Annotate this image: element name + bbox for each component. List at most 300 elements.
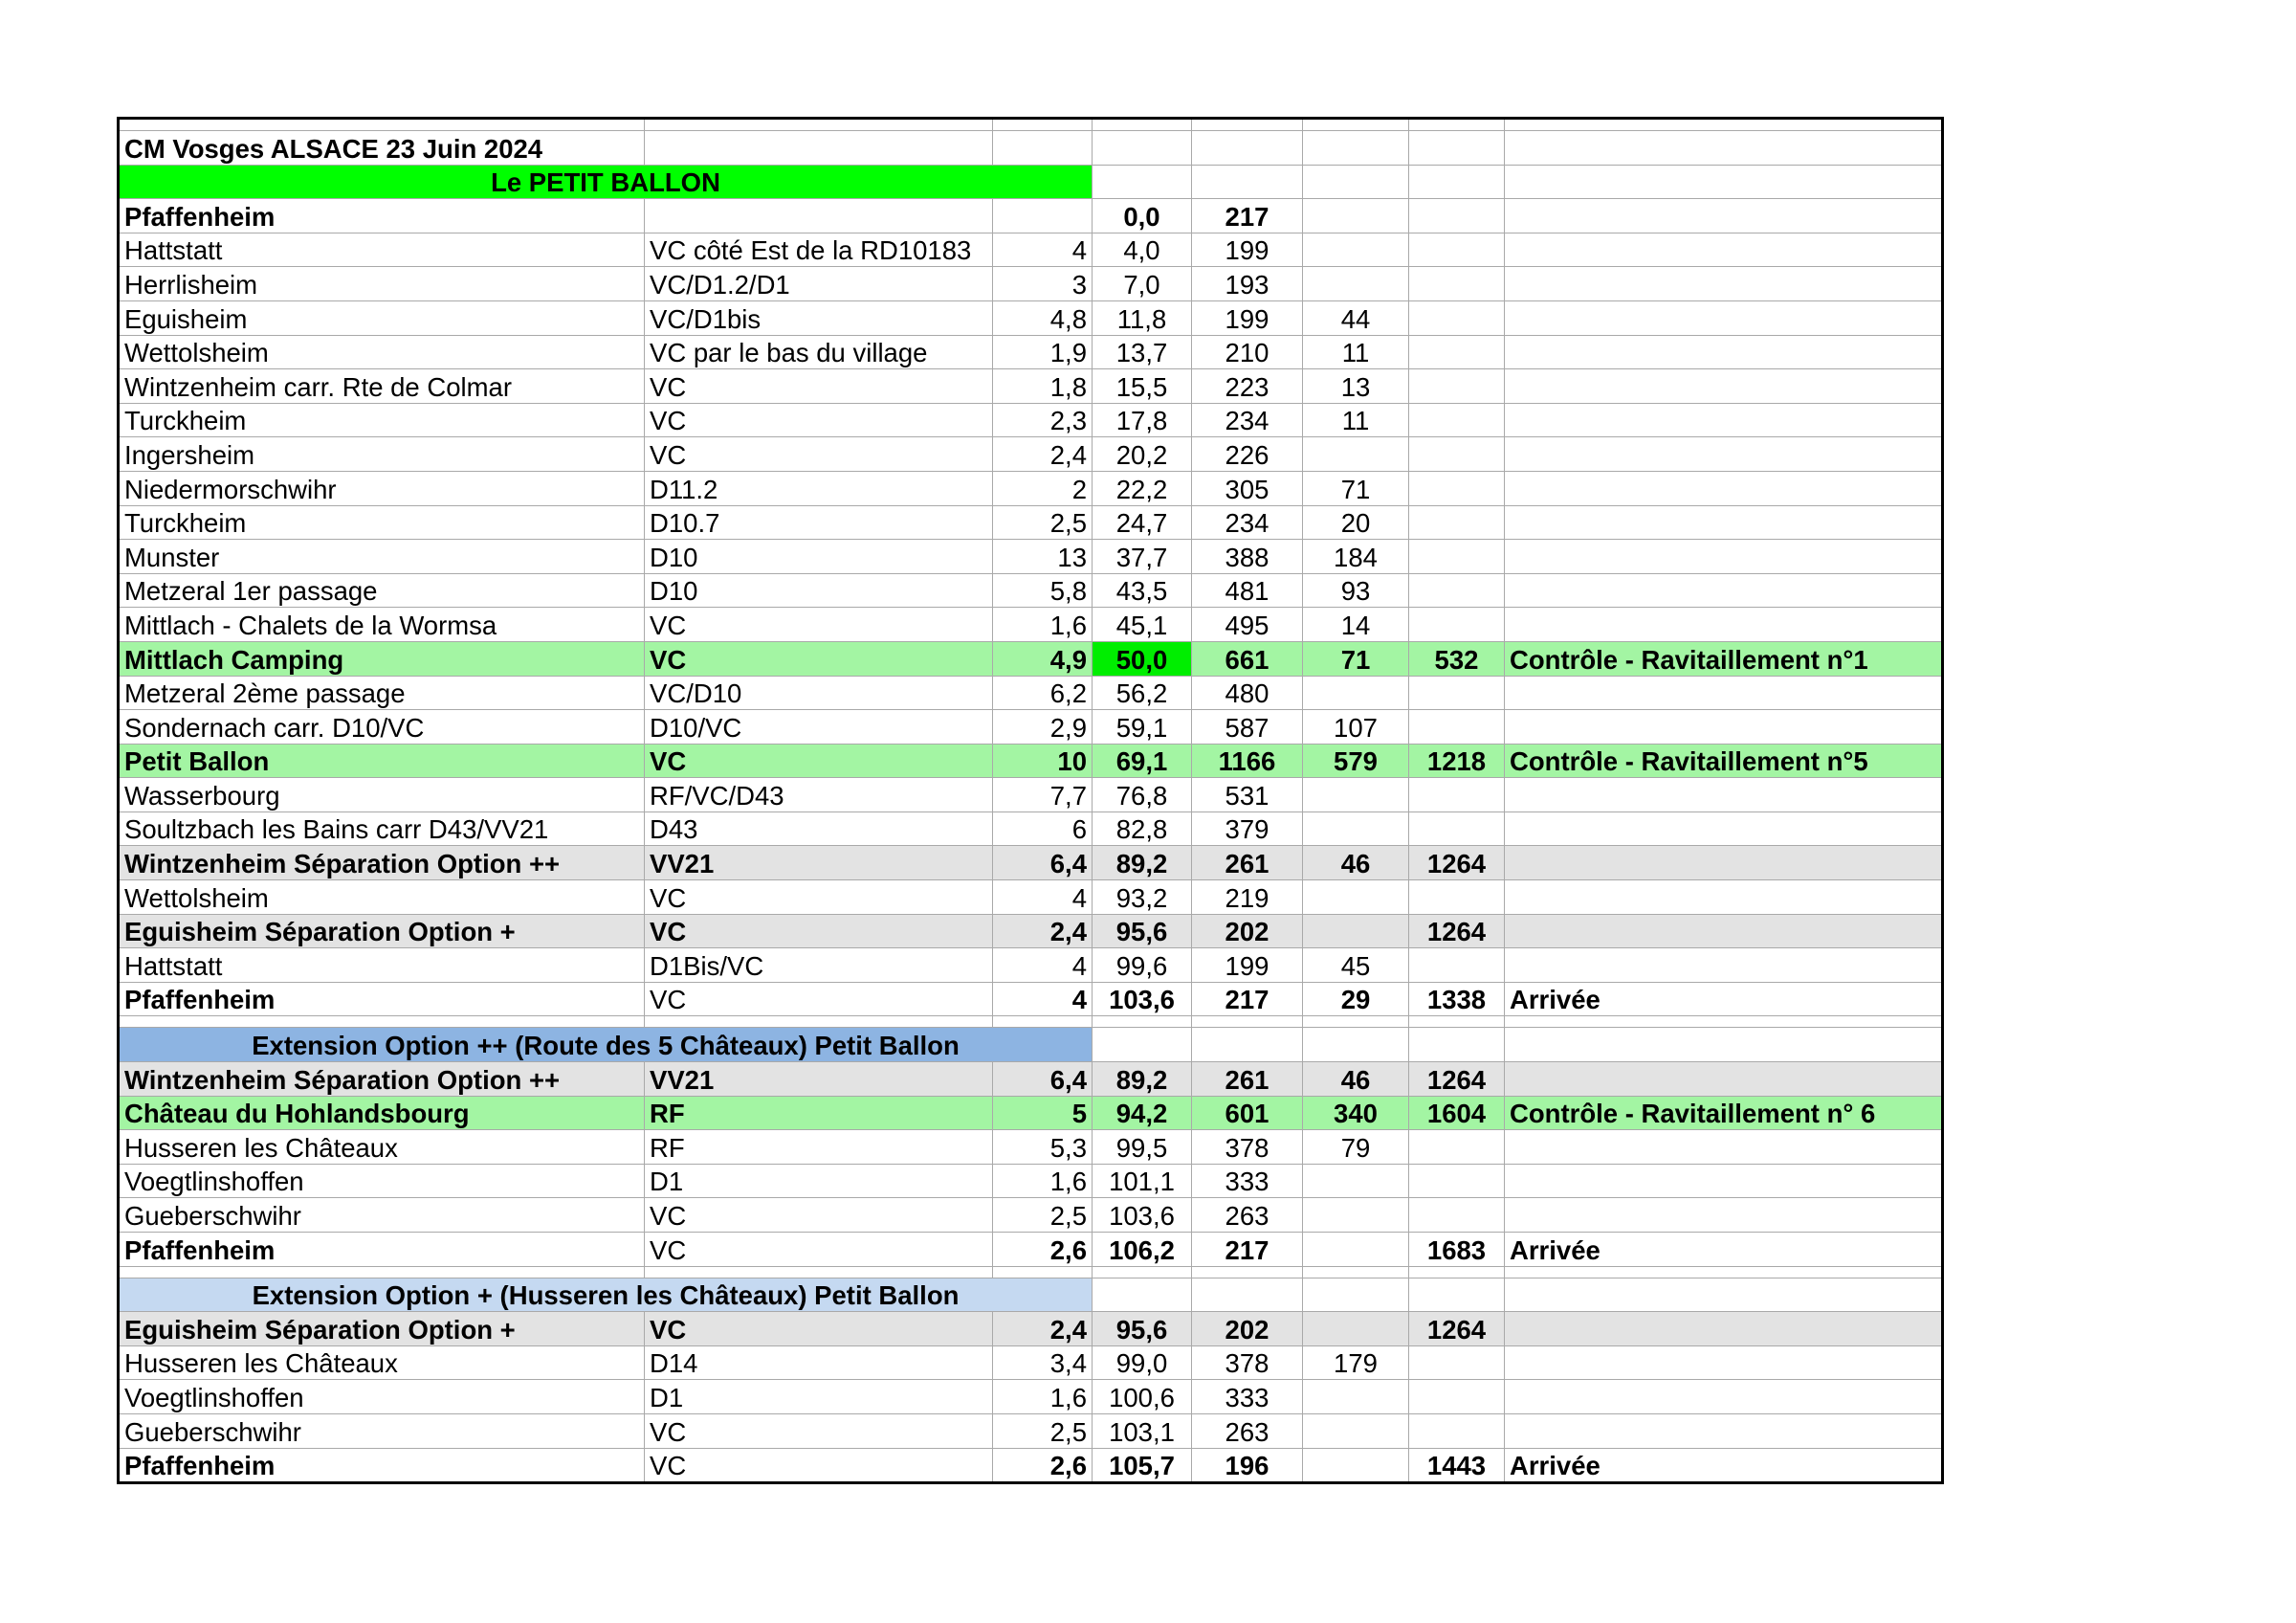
empty-cell — [1093, 1278, 1192, 1312]
note-cell: Contrôle - Ravitaillement n°1 — [1505, 641, 1943, 676]
place-cell: Turckheim — [119, 505, 645, 540]
climb-cell: 46 — [1303, 1062, 1409, 1097]
altitude-cell: 223 — [1192, 369, 1303, 404]
distance-cell: 2,6 — [993, 1233, 1093, 1267]
cumulative-distance-cell: 4,0 — [1093, 233, 1192, 267]
altitude-cell: 234 — [1192, 403, 1303, 437]
altitude-cell: 219 — [1192, 880, 1303, 915]
altitude-cell: 199 — [1192, 948, 1303, 983]
place-cell: Wasserbourg — [119, 778, 645, 812]
cumulative-distance-cell: 103,6 — [1093, 1198, 1192, 1233]
place-cell: Metzeral 1er passage — [119, 573, 645, 608]
section-header-row — [119, 1028, 1943, 1062]
note-cell — [1505, 846, 1943, 880]
spacer-cell — [1409, 1266, 1505, 1278]
note-cell — [1505, 1345, 1943, 1380]
cumulative-distance-cell: 94,2 — [1093, 1096, 1192, 1130]
cumulative-distance-cell: 105,7 — [1093, 1448, 1192, 1483]
climb-cell — [1303, 267, 1409, 301]
total-climb-cell: 1443 — [1409, 1448, 1505, 1483]
note-cell — [1505, 812, 1943, 846]
cumulative-distance-cell: 22,2 — [1093, 471, 1192, 505]
distance-cell: 6 — [993, 812, 1093, 846]
table-row — [119, 676, 1943, 710]
spacer-cell — [1409, 1016, 1505, 1028]
road-cell: VC — [645, 982, 993, 1016]
distance-cell: 4 — [993, 233, 1093, 267]
note-cell: Contrôle - Ravitaillement n°5 — [1505, 744, 1943, 778]
altitude-cell: 1166 — [1192, 744, 1303, 778]
road-cell: D43 — [645, 812, 993, 846]
table-row — [119, 608, 1943, 642]
altitude-cell: 217 — [1192, 1233, 1303, 1267]
road-cell: VC — [645, 1413, 993, 1448]
climb-cell: 184 — [1303, 540, 1409, 574]
distance-cell — [993, 199, 1093, 233]
road-cell: D1 — [645, 1164, 993, 1198]
road-cell: VC — [645, 744, 993, 778]
section-spacer-row — [119, 1016, 1943, 1028]
note-cell — [1505, 1312, 1943, 1346]
distance-cell: 6,4 — [993, 846, 1093, 880]
total-climb-cell — [1409, 948, 1505, 983]
table-row — [119, 1164, 1943, 1198]
climb-cell — [1303, 914, 1409, 948]
cumulative-distance-cell: 101,1 — [1093, 1164, 1192, 1198]
cumulative-distance-cell: 93,2 — [1093, 880, 1192, 915]
altitude-cell: 217 — [1192, 982, 1303, 1016]
distance-cell: 2,5 — [993, 505, 1093, 540]
road-cell: VC — [645, 403, 993, 437]
place-cell: Husseren les Châteaux — [119, 1345, 645, 1380]
spacer-cell — [1192, 1266, 1303, 1278]
cumulative-distance-cell: 37,7 — [1093, 540, 1192, 574]
distance-cell: 2,4 — [993, 1312, 1093, 1346]
road-cell: D10/VC — [645, 710, 993, 745]
place-cell: Voegtlinshoffen — [119, 1164, 645, 1198]
empty-cell — [1409, 1028, 1505, 1062]
altitude-cell: 388 — [1192, 540, 1303, 574]
table-row — [119, 471, 1943, 505]
note-cell — [1505, 676, 1943, 710]
cumulative-distance-cell: 95,6 — [1093, 1312, 1192, 1346]
total-climb-cell — [1409, 1164, 1505, 1198]
road-cell: VC — [645, 369, 993, 404]
altitude-cell: 202 — [1192, 914, 1303, 948]
place-cell: Ingersheim — [119, 437, 645, 472]
altitude-cell: 234 — [1192, 505, 1303, 540]
road-cell: D10 — [645, 573, 993, 608]
empty-cell — [1505, 1028, 1943, 1062]
cumulative-distance-cell: 82,8 — [1093, 812, 1192, 846]
place-cell: Voegtlinshoffen — [119, 1380, 645, 1414]
distance-cell: 2,4 — [993, 437, 1093, 472]
table-row — [119, 1312, 1943, 1346]
spacer-cell — [1192, 1016, 1303, 1028]
road-cell: VC côté Est de la RD10183 — [645, 233, 993, 267]
table-row — [119, 233, 1943, 267]
altitude-cell: 601 — [1192, 1096, 1303, 1130]
road-cell: D11.2 — [645, 471, 993, 505]
table-row — [119, 369, 1943, 404]
cumulative-distance-cell: 0,0 — [1093, 199, 1192, 233]
table-row — [119, 1096, 1943, 1130]
place-cell: Mittlach Camping — [119, 641, 645, 676]
table-row — [119, 1380, 1943, 1414]
climb-cell: 45 — [1303, 948, 1409, 983]
road-cell: VC — [645, 1312, 993, 1346]
altitude-cell: 333 — [1192, 1164, 1303, 1198]
climb-cell — [1303, 1164, 1409, 1198]
distance-cell: 1,6 — [993, 1164, 1093, 1198]
altitude-cell: 261 — [1192, 846, 1303, 880]
distance-cell: 2 — [993, 471, 1093, 505]
note-cell — [1505, 1164, 1943, 1198]
road-cell: D14 — [645, 1345, 993, 1380]
altitude-cell: 263 — [1192, 1413, 1303, 1448]
place-cell: Hattstatt — [119, 233, 645, 267]
note-cell: Arrivée — [1505, 982, 1943, 1016]
title-row — [119, 131, 1943, 166]
cumulative-distance-cell: 69,1 — [1093, 744, 1192, 778]
note-cell: Arrivée — [1505, 1233, 1943, 1267]
note-cell — [1505, 573, 1943, 608]
road-cell: VC — [645, 914, 993, 948]
note-cell — [1505, 948, 1943, 983]
total-climb-cell: 1218 — [1409, 744, 1505, 778]
empty-cell — [1409, 1278, 1505, 1312]
altitude-cell: 226 — [1192, 437, 1303, 472]
distance-cell: 4 — [993, 982, 1093, 1016]
climb-cell — [1303, 1380, 1409, 1414]
cumulative-distance-cell: 7,0 — [1093, 267, 1192, 301]
table-row — [119, 846, 1943, 880]
road-cell: VC — [645, 437, 993, 472]
climb-cell — [1303, 199, 1409, 233]
table-row — [119, 1198, 1943, 1233]
note-cell — [1505, 1380, 1943, 1414]
total-climb-cell — [1409, 199, 1505, 233]
note-cell — [1505, 300, 1943, 335]
note-cell — [1505, 199, 1943, 233]
place-cell: Eguisheim Séparation Option + — [119, 914, 645, 948]
distance-cell: 2,9 — [993, 710, 1093, 745]
climb-cell — [1303, 1413, 1409, 1448]
climb-cell: 44 — [1303, 300, 1409, 335]
climb-cell — [1303, 233, 1409, 267]
total-climb-cell — [1409, 573, 1505, 608]
place-cell: Pfaffenheim — [119, 199, 645, 233]
road-cell: VC par le bas du village — [645, 335, 993, 369]
total-climb-cell — [1409, 608, 1505, 642]
note-cell — [1505, 505, 1943, 540]
road-cell: D1Bis/VC — [645, 948, 993, 983]
road-cell: VC — [645, 1198, 993, 1233]
table-row — [119, 641, 1943, 676]
empty-cell — [1192, 165, 1303, 199]
top-spacer-row — [119, 119, 1943, 131]
roadbook-table — [117, 117, 1944, 1484]
spacer-cell — [993, 1016, 1093, 1028]
distance-cell: 4,8 — [993, 300, 1093, 335]
table-row — [119, 778, 1943, 812]
spacer-cell — [645, 1266, 993, 1278]
empty-cell — [1505, 1278, 1943, 1312]
section-spacer-row — [119, 1266, 1943, 1278]
distance-cell: 2,5 — [993, 1413, 1093, 1448]
total-climb-cell — [1409, 437, 1505, 472]
section-header-row — [119, 1278, 1943, 1312]
total-climb-cell: 1264 — [1409, 846, 1505, 880]
altitude-cell: 480 — [1192, 676, 1303, 710]
cumulative-distance-cell: 100,6 — [1093, 1380, 1192, 1414]
place-cell: Pfaffenheim — [119, 1233, 645, 1267]
distance-cell: 6,4 — [993, 1062, 1093, 1097]
total-climb-cell: 1264 — [1409, 1062, 1505, 1097]
altitude-cell: 481 — [1192, 573, 1303, 608]
place-cell: Niedermorschwihr — [119, 471, 645, 505]
distance-cell: 2,5 — [993, 1198, 1093, 1233]
altitude-cell: 196 — [1192, 1448, 1303, 1483]
climb-cell — [1303, 880, 1409, 915]
cumulative-distance-cell: 13,7 — [1093, 335, 1192, 369]
road-cell: VC — [645, 1233, 993, 1267]
altitude-cell: 199 — [1192, 233, 1303, 267]
table-row — [119, 982, 1943, 1016]
total-climb-cell: 1604 — [1409, 1096, 1505, 1130]
altitude-cell: 305 — [1192, 471, 1303, 505]
road-cell: VC — [645, 880, 993, 915]
place-cell: Château du Hohlandsbourg — [119, 1096, 645, 1130]
table-row — [119, 199, 1943, 233]
place-cell: Eguisheim Séparation Option + — [119, 1312, 645, 1346]
climb-cell — [1303, 1198, 1409, 1233]
empty-cell — [1192, 1028, 1303, 1062]
distance-cell: 2,3 — [993, 403, 1093, 437]
cumulative-distance-cell: 99,0 — [1093, 1345, 1192, 1380]
road-cell: RF — [645, 1130, 993, 1165]
place-cell: Wettolsheim — [119, 880, 645, 915]
table-row — [119, 267, 1943, 301]
climb-cell: 71 — [1303, 641, 1409, 676]
cumulative-distance-cell: 59,1 — [1093, 710, 1192, 745]
note-cell — [1505, 1130, 1943, 1165]
empty-cell — [1093, 165, 1192, 199]
table-row — [119, 710, 1943, 745]
cumulative-distance-cell: 99,6 — [1093, 948, 1192, 983]
cumulative-distance-cell: 43,5 — [1093, 573, 1192, 608]
road-cell: VC — [645, 1448, 993, 1483]
altitude-cell: 210 — [1192, 335, 1303, 369]
distance-cell: 5,3 — [993, 1130, 1093, 1165]
distance-cell: 1,9 — [993, 335, 1093, 369]
distance-cell: 2,6 — [993, 1448, 1093, 1483]
place-cell: Mittlach - Chalets de la Wormsa — [119, 608, 645, 642]
cumulative-distance-cell: 15,5 — [1093, 369, 1192, 404]
section-header: Extension Option ++ (Route des 5 Châteaux) Petit Ballon — [119, 1028, 1093, 1062]
climb-cell: 93 — [1303, 573, 1409, 608]
road-cell: VC — [645, 608, 993, 642]
note-cell — [1505, 335, 1943, 369]
table-row — [119, 505, 1943, 540]
empty-cell — [1093, 1028, 1192, 1062]
spacer-cell — [119, 1266, 645, 1278]
note-cell — [1505, 608, 1943, 642]
climb-cell — [1303, 676, 1409, 710]
total-climb-cell — [1409, 300, 1505, 335]
total-climb-cell — [1409, 676, 1505, 710]
distance-cell: 5,8 — [993, 573, 1093, 608]
climb-cell: 14 — [1303, 608, 1409, 642]
road-cell: VV21 — [645, 1062, 993, 1097]
table-row — [119, 1233, 1943, 1267]
place-cell: Wintzenheim Séparation Option ++ — [119, 846, 645, 880]
road-cell: VC/D1bis — [645, 300, 993, 335]
note-cell — [1505, 403, 1943, 437]
empty-cell — [1303, 165, 1409, 199]
table-row — [119, 1345, 1943, 1380]
road-cell: D10 — [645, 540, 993, 574]
distance-cell: 3,4 — [993, 1345, 1093, 1380]
total-climb-cell — [1409, 710, 1505, 745]
total-climb-cell — [1409, 233, 1505, 267]
table-row — [119, 540, 1943, 574]
climb-cell — [1303, 1233, 1409, 1267]
table-row — [119, 744, 1943, 778]
climb-cell: 29 — [1303, 982, 1409, 1016]
total-climb-cell — [1409, 778, 1505, 812]
spacer-cell — [1093, 1266, 1192, 1278]
road-cell: RF — [645, 1096, 993, 1130]
climb-cell: 107 — [1303, 710, 1409, 745]
total-climb-cell — [1409, 505, 1505, 540]
spacer-cell — [1505, 1016, 1943, 1028]
cumulative-distance-cell: 89,2 — [1093, 846, 1192, 880]
total-climb-cell — [1409, 880, 1505, 915]
road-cell: VC — [645, 641, 993, 676]
distance-cell: 4,9 — [993, 641, 1093, 676]
distance-cell: 4 — [993, 880, 1093, 915]
cumulative-distance-cell: 99,5 — [1093, 1130, 1192, 1165]
total-climb-cell: 1264 — [1409, 914, 1505, 948]
note-cell — [1505, 1062, 1943, 1097]
total-climb-cell: 1683 — [1409, 1233, 1505, 1267]
empty-cell — [1303, 1278, 1409, 1312]
total-climb-cell — [1409, 1380, 1505, 1414]
total-climb-cell — [1409, 1130, 1505, 1165]
distance-cell: 4 — [993, 948, 1093, 983]
section-header: Extension Option + (Husseren les Châteaux) Petit Ballon — [119, 1278, 1093, 1312]
distance-cell: 7,7 — [993, 778, 1093, 812]
climb-cell: 71 — [1303, 471, 1409, 505]
note-cell — [1505, 778, 1943, 812]
place-cell: Munster — [119, 540, 645, 574]
cumulative-distance-cell: 50,0 — [1093, 641, 1192, 676]
section-header-row — [119, 165, 1943, 199]
climb-cell — [1303, 1312, 1409, 1346]
place-cell: Gueberschwihr — [119, 1413, 645, 1448]
total-climb-cell — [1409, 540, 1505, 574]
climb-cell: 11 — [1303, 403, 1409, 437]
altitude-cell: 531 — [1192, 778, 1303, 812]
spacer-cell — [1303, 1266, 1409, 1278]
climb-cell: 11 — [1303, 335, 1409, 369]
road-cell: VC/D10 — [645, 676, 993, 710]
empty-cell — [1409, 165, 1505, 199]
cumulative-distance-cell: 103,6 — [1093, 982, 1192, 1016]
cumulative-distance-cell: 11,8 — [1093, 300, 1192, 335]
climb-cell — [1303, 778, 1409, 812]
altitude-cell: 378 — [1192, 1345, 1303, 1380]
place-cell: Metzeral 2ème passage — [119, 676, 645, 710]
note-cell — [1505, 437, 1943, 472]
total-climb-cell: 1264 — [1409, 1312, 1505, 1346]
climb-cell: 579 — [1303, 744, 1409, 778]
distance-cell: 13 — [993, 540, 1093, 574]
climb-cell: 340 — [1303, 1096, 1409, 1130]
document-title: CM Vosges ALSACE 23 Juin 2024 — [119, 131, 645, 166]
table-row — [119, 335, 1943, 369]
cumulative-distance-cell: 45,1 — [1093, 608, 1192, 642]
section-header: Le PETIT BALLON — [119, 165, 1093, 199]
place-cell: Soultzbach les Bains carr D43/VV21 — [119, 812, 645, 846]
note-cell — [1505, 880, 1943, 915]
cumulative-distance-cell: 17,8 — [1093, 403, 1192, 437]
note-cell — [1505, 267, 1943, 301]
road-cell: RF/VC/D43 — [645, 778, 993, 812]
distance-cell: 3 — [993, 267, 1093, 301]
cumulative-distance-cell: 24,7 — [1093, 505, 1192, 540]
table-row — [119, 300, 1943, 335]
altitude-cell: 495 — [1192, 608, 1303, 642]
altitude-cell: 193 — [1192, 267, 1303, 301]
total-climb-cell — [1409, 812, 1505, 846]
total-climb-cell: 1338 — [1409, 982, 1505, 1016]
place-cell: Petit Ballon — [119, 744, 645, 778]
cumulative-distance-cell: 103,1 — [1093, 1413, 1192, 1448]
road-cell: VV21 — [645, 846, 993, 880]
climb-cell: 13 — [1303, 369, 1409, 404]
climb-cell: 79 — [1303, 1130, 1409, 1165]
spacer-cell — [1303, 1016, 1409, 1028]
altitude-cell: 378 — [1192, 1130, 1303, 1165]
place-cell: Wettolsheim — [119, 335, 645, 369]
cumulative-distance-cell: 106,2 — [1093, 1233, 1192, 1267]
altitude-cell: 661 — [1192, 641, 1303, 676]
distance-cell: 1,8 — [993, 369, 1093, 404]
empty-cell — [1505, 165, 1943, 199]
empty-cell — [1192, 1278, 1303, 1312]
climb-cell: 20 — [1303, 505, 1409, 540]
place-cell: Hattstatt — [119, 948, 645, 983]
spacer-cell — [993, 1266, 1093, 1278]
table-row — [119, 880, 1943, 915]
note-cell — [1505, 914, 1943, 948]
table-row — [119, 812, 1943, 846]
place-cell: Sondernach carr. D10/VC — [119, 710, 645, 745]
table-row — [119, 437, 1943, 472]
climb-cell — [1303, 812, 1409, 846]
note-cell: Arrivée — [1505, 1448, 1943, 1483]
altitude-cell: 587 — [1192, 710, 1303, 745]
place-cell: Herrlisheim — [119, 267, 645, 301]
road-cell — [645, 199, 993, 233]
spacer-cell — [645, 1016, 993, 1028]
climb-cell — [1303, 1448, 1409, 1483]
total-climb-cell — [1409, 335, 1505, 369]
place-cell: Pfaffenheim — [119, 1448, 645, 1483]
note-cell — [1505, 540, 1943, 574]
